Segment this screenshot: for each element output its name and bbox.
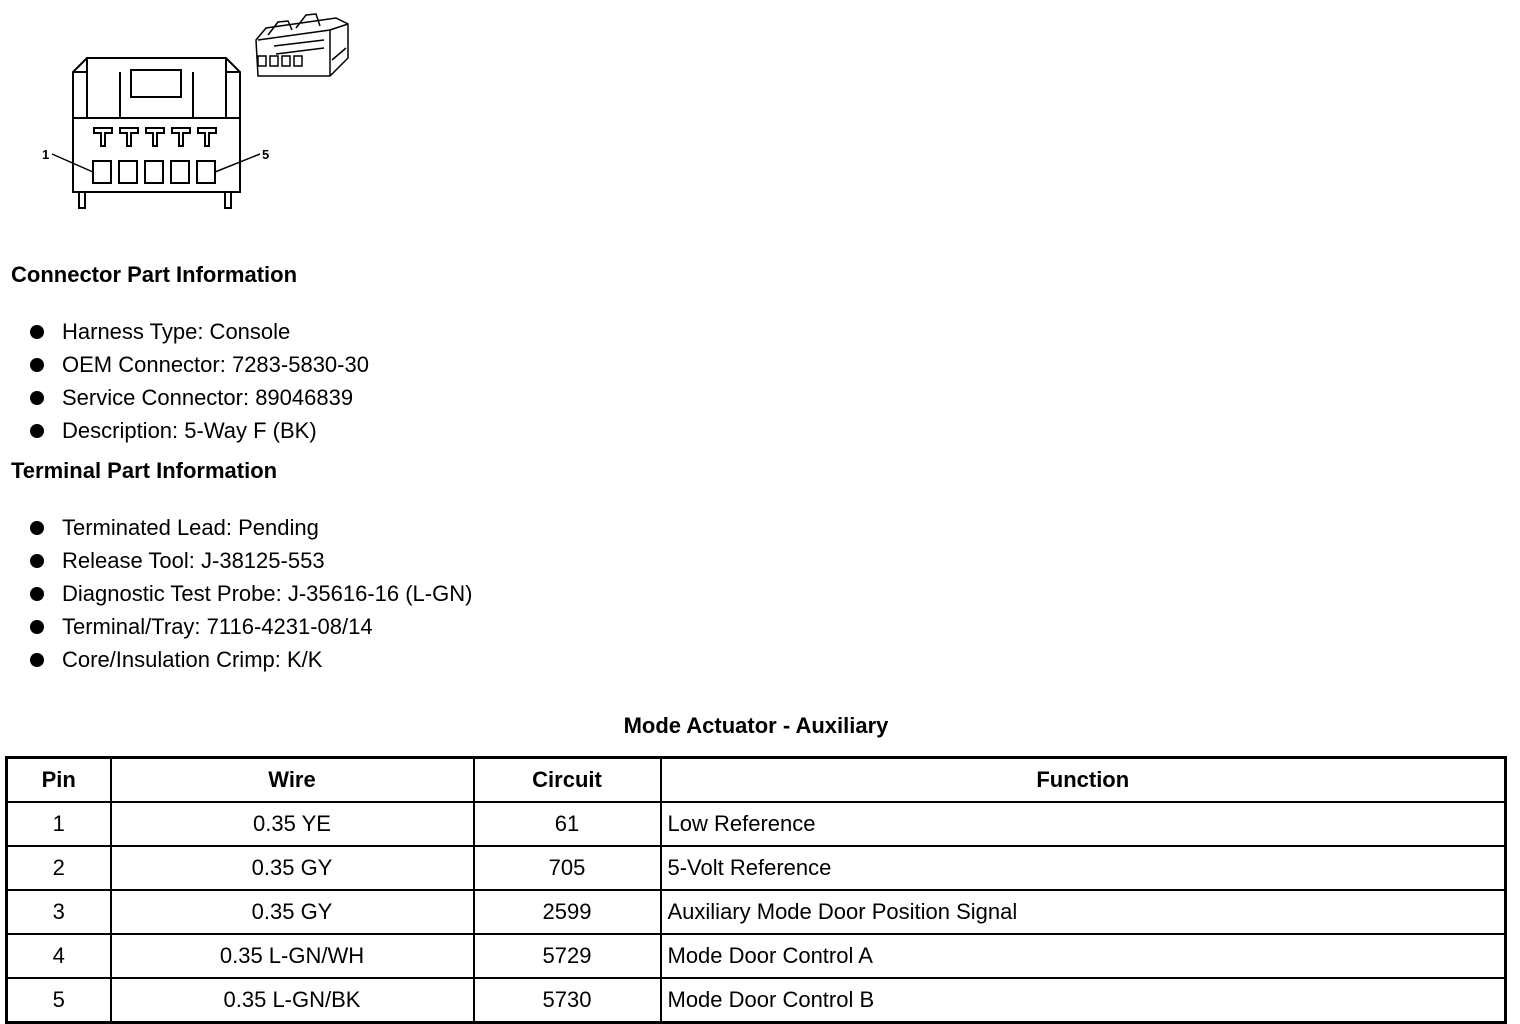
- table-row: [7, 890, 1506, 934]
- cell-function: Auxiliary Mode Door Position Signal: [661, 890, 1506, 934]
- pin-label-5: 5: [262, 147, 270, 162]
- cell-pin: 5: [7, 978, 111, 1023]
- list-item: OEM Connector: 7283-5830-30: [30, 348, 369, 381]
- cell-wire: 0.35 YE: [111, 802, 474, 846]
- cell-pin: 3: [7, 890, 111, 934]
- cell-wire: 0.35 GY: [111, 890, 474, 934]
- cell-circuit: 5729: [474, 934, 661, 978]
- table-title: Mode Actuator - Auxiliary: [623, 713, 889, 738]
- terminal-part-heading: Terminal Part Information: [11, 458, 278, 483]
- list-item: Core/Insulation Crimp: K/K: [30, 643, 472, 676]
- cell-pin: 4: [7, 934, 111, 978]
- list-item: Terminal/Tray: 7116-4231-08/14: [30, 610, 472, 643]
- header-pin: Pin: [7, 758, 111, 803]
- header-circuit: Circuit: [474, 758, 661, 803]
- list-item: Description: 5-Way F (BK): [30, 414, 369, 447]
- pin-cavity-4: [171, 161, 189, 183]
- pin-cavity-3: [145, 161, 163, 183]
- cell-function: Low Reference: [661, 802, 1506, 846]
- connector-foot-left: [79, 192, 85, 208]
- terminal-markers: [94, 128, 216, 146]
- table-row: [7, 802, 1506, 846]
- list-item: Service Connector: 89046839: [30, 381, 369, 414]
- table-row: [7, 978, 1506, 1023]
- table-row: [7, 846, 1506, 890]
- header-function: Function: [661, 758, 1506, 803]
- cell-wire: 0.35 L-GN/BK: [111, 978, 474, 1023]
- cell-circuit: 5730: [474, 978, 661, 1023]
- pin-cavity-1: [93, 161, 111, 183]
- cell-function: 5-Volt Reference: [661, 846, 1506, 890]
- cell-function: Mode Door Control A: [661, 934, 1506, 978]
- connector-foot-right: [225, 192, 231, 208]
- header-wire: Wire: [111, 758, 474, 803]
- pinout-table: [5, 756, 1507, 1024]
- cell-circuit: 61: [474, 802, 661, 846]
- pin-label-1: 1: [42, 147, 50, 162]
- connector-part-heading: Connector Part Information: [11, 262, 298, 287]
- cell-circuit: 705: [474, 846, 661, 890]
- connector-3d-icon: [256, 14, 348, 76]
- table-header-row: [7, 758, 1506, 803]
- cell-wire: 0.35 GY: [111, 846, 474, 890]
- cell-circuit: 2599: [474, 890, 661, 934]
- list-item: Diagnostic Test Probe: J-35616-16 (L-GN): [30, 577, 472, 610]
- cell-pin: 2: [7, 846, 111, 890]
- cell-wire: 0.35 L-GN/WH: [111, 934, 474, 978]
- table-row: [7, 934, 1506, 978]
- list-item: Terminated Lead: Pending: [30, 511, 472, 544]
- connector-part-list: [30, 315, 369, 447]
- pin-cavity-5: [197, 161, 215, 183]
- cell-pin: 1: [7, 802, 111, 846]
- list-item: Release Tool: J-38125-553: [30, 544, 472, 577]
- cell-function: Mode Door Control B: [661, 978, 1506, 1023]
- pin-cavity-2: [119, 161, 137, 183]
- list-item: Harness Type: Console: [30, 315, 369, 348]
- terminal-part-list: [30, 511, 472, 676]
- connector-diagram: [30, 0, 370, 215]
